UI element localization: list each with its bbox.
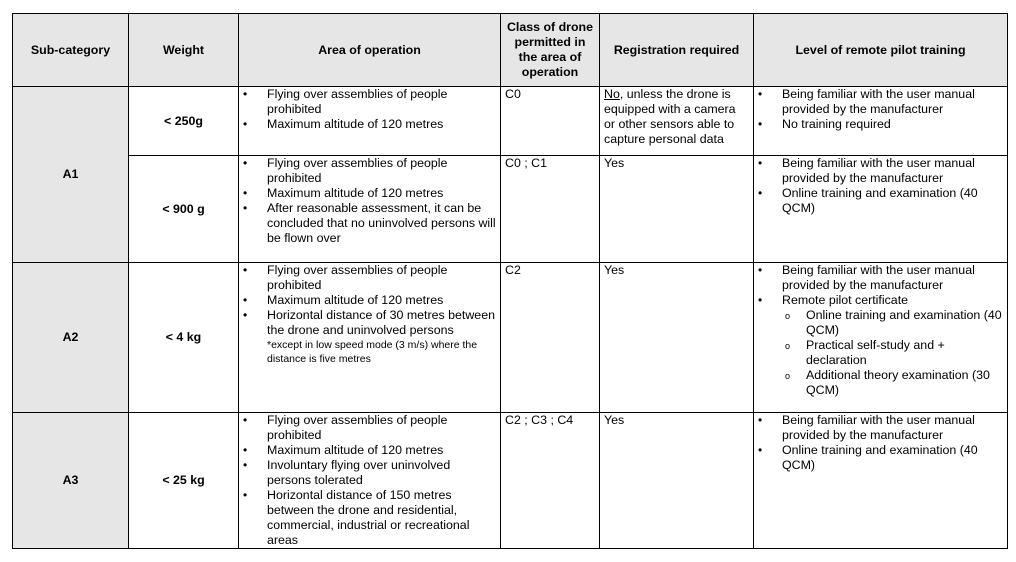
list-item (758, 293, 1003, 398)
table-row (13, 413, 1008, 549)
class-cell: C2 (501, 263, 600, 413)
list-item: • Flying over assemblies of people prohibited (243, 156, 496, 186)
weight-cell: < 900 g (129, 156, 239, 263)
area-cell (239, 87, 501, 156)
registration-text: , unless the drone is equipped with a camera or other sensors able to capture personal data (604, 87, 736, 146)
header-weight: Weight (129, 14, 239, 87)
weight-cell: < 250g (129, 87, 239, 156)
list-item: • After reasonable assessment, it can be concluded that no uninvolved persons will be flown over (243, 201, 496, 246)
sub-category-cell: A3 (13, 413, 129, 549)
list-item: • Flying over assemblies of people prohibited (243, 413, 496, 443)
sub-list-item: o Additional theory examination (30 QCM) (782, 368, 1003, 398)
list-item-text: Horizontal distance of 30 metres between the drone and uninvolved persons (267, 308, 495, 337)
header-training: Level of remote pilot training (754, 14, 1008, 87)
list-item: • Being familiar with the user manual provided by the manufacturer (758, 87, 1003, 117)
list-item: • Maximum altitude of 120 metres (243, 293, 496, 308)
registration-cell: Yes (600, 263, 754, 413)
header-sub-category: Sub-category (13, 14, 129, 87)
list-item: • Involuntary flying over uninvolved persons tolerated (243, 458, 496, 488)
list-item: • No training required (758, 117, 1003, 132)
list-item: • Being familiar with the user manual provided by the manufacturer (758, 413, 1003, 443)
class-cell: C0 ; C1 (501, 156, 600, 263)
area-cell (239, 263, 501, 413)
list-item: • Maximum altitude of 120 metres (243, 117, 496, 132)
registration-cell: Yes (600, 156, 754, 263)
list-item: • Online training and examination (40 QCM) (758, 186, 1003, 216)
sub-list-item: o Practical self-study and + declaration (782, 338, 1003, 368)
list-item: • Online training and examination (40 QCM) (758, 443, 1003, 473)
sub-list-item: o Online training and examination (40 QCM) (782, 308, 1003, 338)
training-cell (754, 156, 1008, 263)
footnote: *except in low speed mode (3 m/s) where the distance is five metres (267, 339, 478, 365)
list-item: • Flying over assemblies of people prohibited (243, 263, 496, 293)
header-class: Class of drone permitted in the area of operation (501, 14, 600, 87)
table-row (13, 156, 1008, 263)
area-cell (239, 156, 501, 263)
drone-category-table (12, 13, 1008, 549)
list-item: • Being familiar with the user manual provided by the manufacturer (758, 263, 1003, 293)
header-row (13, 14, 1008, 87)
registration-cell: Yes (600, 413, 754, 549)
header-area: Area of operation (239, 14, 501, 87)
training-cell (754, 263, 1008, 413)
training-cell (754, 413, 1008, 549)
table-row (13, 263, 1008, 413)
weight-cell: < 4 kg (129, 263, 239, 413)
header-registration: Registration required (600, 14, 754, 87)
class-cell: C0 (501, 87, 600, 156)
list-item-text: Remote pilot certificate (782, 293, 909, 307)
table-row (13, 87, 1008, 156)
list-item: • Being familiar with the user manual provided by the manufacturer (758, 156, 1003, 186)
training-cell (754, 87, 1008, 156)
registration-emphasis: No (604, 87, 620, 101)
sub-category-cell: A2 (13, 263, 129, 413)
list-item: • Maximum altitude of 120 metres (243, 443, 496, 458)
sub-category-cell: A1 (13, 87, 129, 263)
weight-cell: < 25 kg (129, 413, 239, 549)
registration-cell (600, 87, 754, 156)
list-item: • Maximum altitude of 120 metres (243, 186, 496, 201)
list-item: • Flying over assemblies of people prohibited (243, 87, 496, 117)
list-item: • Horizontal distance of 150 metres between the drone and residential, commercial, industrial or recreational areas (243, 488, 496, 548)
list-item (243, 308, 496, 366)
class-cell: C2 ; C3 ; C4 (501, 413, 600, 549)
area-cell (239, 413, 501, 549)
